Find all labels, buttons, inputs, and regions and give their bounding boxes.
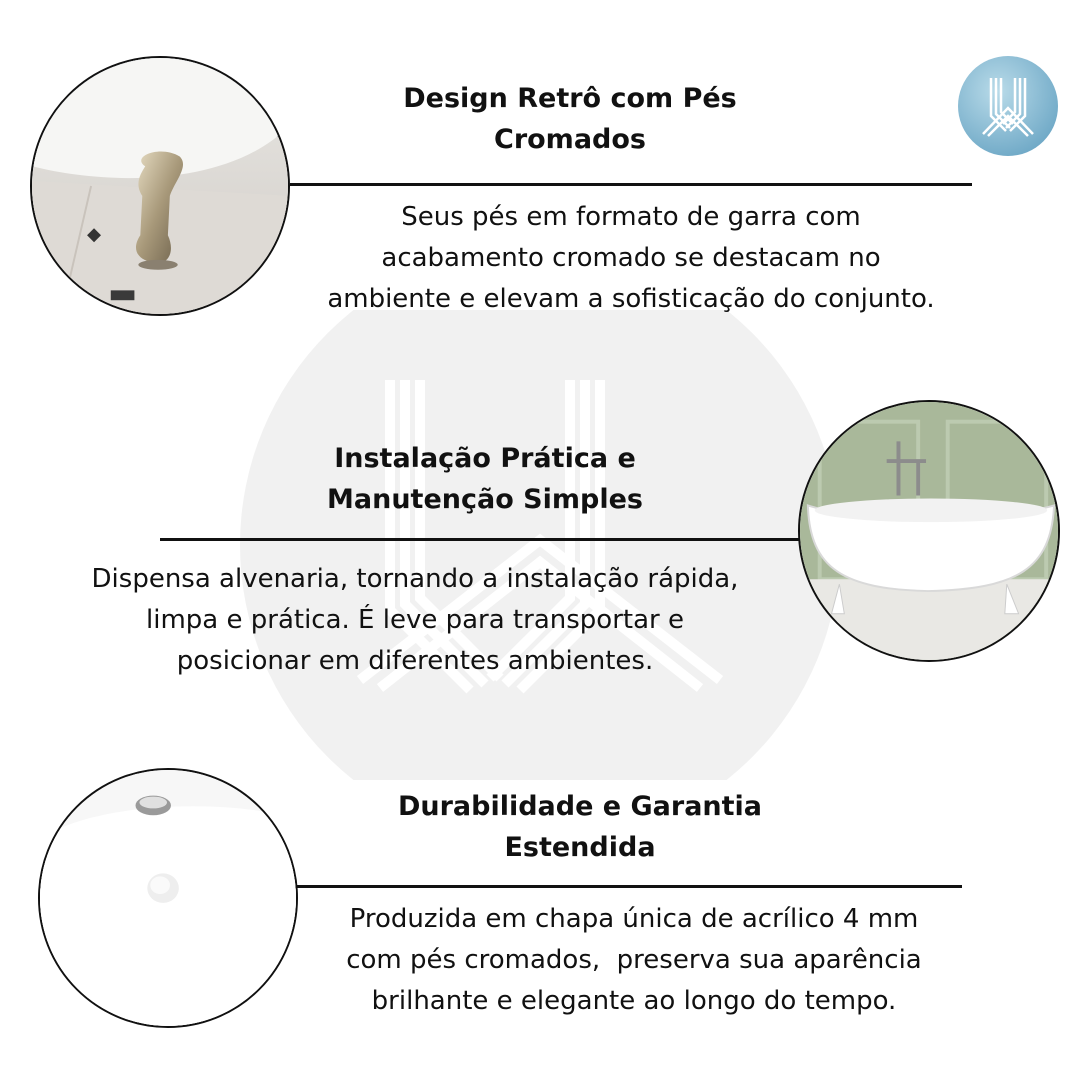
section-3-divider: [296, 885, 962, 888]
section-2-body-line-3: posicionar em diferentes ambientes.: [176, 646, 654, 676]
section-2-body-line-1: Dispensa alvenaria, tornando a instalação rápida,: [91, 564, 739, 594]
tub-drain-closeup-photo: [38, 768, 298, 1028]
section-1-heading-line-2: Cromados: [494, 124, 646, 155]
section-1-body-line-3: ambiente e elevam a sofisticação do conjunto.: [327, 284, 935, 314]
brand-watermark: [240, 310, 840, 780]
section-1-heading: [360, 78, 780, 160]
section-2-heading-line-1: Instalação Prática e: [334, 443, 636, 474]
section-2-body: [30, 559, 800, 682]
section-2-heading: [260, 438, 710, 520]
bathtub-room-photo: [798, 400, 1060, 662]
section-3-body-line-2: com pés cromados, preserva sua aparência: [346, 945, 922, 975]
section-3-heading-line-2: Estendida: [504, 832, 656, 863]
section-1-heading-line-1: Design Retrô com Pés: [403, 83, 737, 114]
section-3-heading: [360, 786, 800, 868]
section-1-body: [290, 197, 972, 320]
section-1-divider: [290, 183, 972, 186]
brand-monogram-logo: [958, 56, 1058, 156]
section-3-body-line-1: Produzida em chapa única de acrílico 4 mm: [349, 904, 919, 934]
section-2-heading-line-2: Manutenção Simples: [327, 484, 643, 515]
section-2-body-line-2: limpa e prática. É leve para transportar e: [146, 605, 684, 635]
section-3-heading-line-1: Durabilidade e Garantia: [397, 791, 763, 822]
section-3-body-line-3: brilhante e elegante ao longo do tempo.: [371, 986, 897, 1016]
section-3-body: [296, 899, 972, 1022]
clawfoot-foot-photo: [30, 56, 290, 316]
section-2-divider: [160, 538, 800, 541]
section-1-body-line-2: acabamento cromado se destacam no: [381, 243, 881, 273]
section-1-body-line-1: Seus pés em formato de garra com: [401, 202, 861, 232]
